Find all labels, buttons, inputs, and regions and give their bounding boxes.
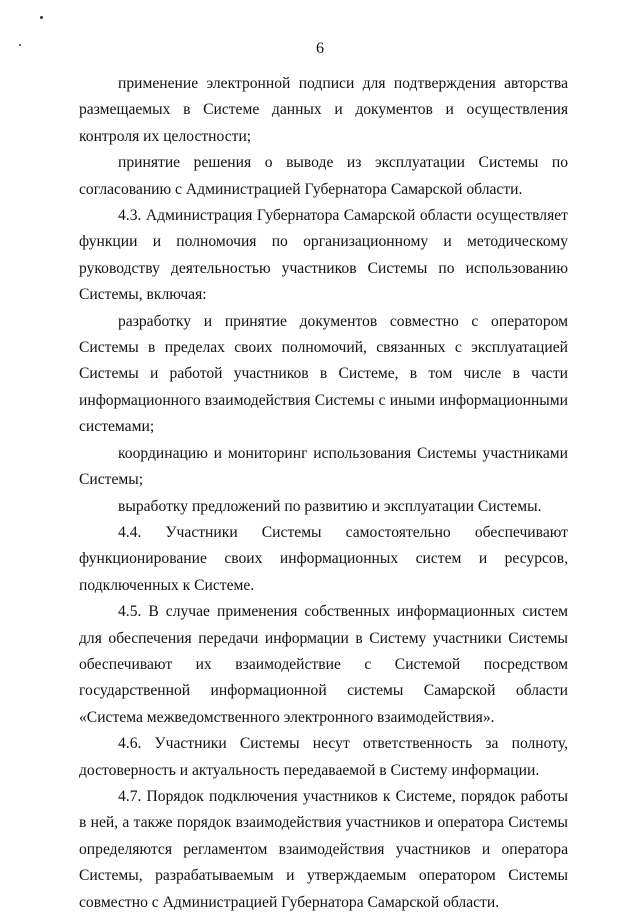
paragraph: выработку предложений по развитию и эксплуатации Системы. — [118, 497, 542, 515]
paragraph: 4.7. Порядок подключения участников к Системе, порядок работы в ней, а также порядок взаимодействия участников и оператора Системы определяются регламентом взаимодействия участников и оператора Системы, разрабатываемым и утверждаемым оператором Системы совместно с Администрацией Губернатора Самарской области. — [79, 787, 572, 911]
paragraph: разработку и принятие документов совместно с оператором Системы в пределах своих полномочий, связанных с эксплуатацией Системы и работой участников в Системе, в том числе в части информационного взаимодействия Системы с иными информационными системами; — [79, 312, 572, 436]
paragraph: 4.3. Администрация Губернатора Самарской области осуществляет функции и полномочия по организационному и методическому руководству деятельностью участников Системы по использованию Системы, включая: — [79, 207, 572, 304]
page-number: 6 — [316, 40, 324, 57]
paragraph: 4.4. Участники Системы самостоятельно обеспечивают функционирование своих информационных систем и ресурсов, подключенных к Системе. — [79, 523, 572, 594]
paragraph: применение электронной подписи для подтверждения авторства размещаемых в Системе данных и документов и осуществления контроля их целостности; — [79, 75, 572, 145]
body-text — [79, 71, 572, 916]
paragraph: координацию и мониторинг использования Системы участниками Системы; — [79, 444, 572, 489]
paragraph: принятие решения о выводе из эксплуатации Системы по согласованию с Администрацией Губернатора Самарской области. — [79, 154, 572, 198]
paragraph: 4.5. В случае применения собственных информационных систем для обеспечения передачи информации в Систему участники Системы обеспечивают их взаимодействие с Системой посредством государственной информационной системы Самарской области «Система межведомственного электронного взаимодействия». — [79, 603, 572, 726]
paragraph: 4.6. Участники Системы несут ответственность за полноту, достоверность и актуальность передаваемой в Систему информации. — [79, 735, 572, 779]
scan-speck — [40, 16, 43, 19]
